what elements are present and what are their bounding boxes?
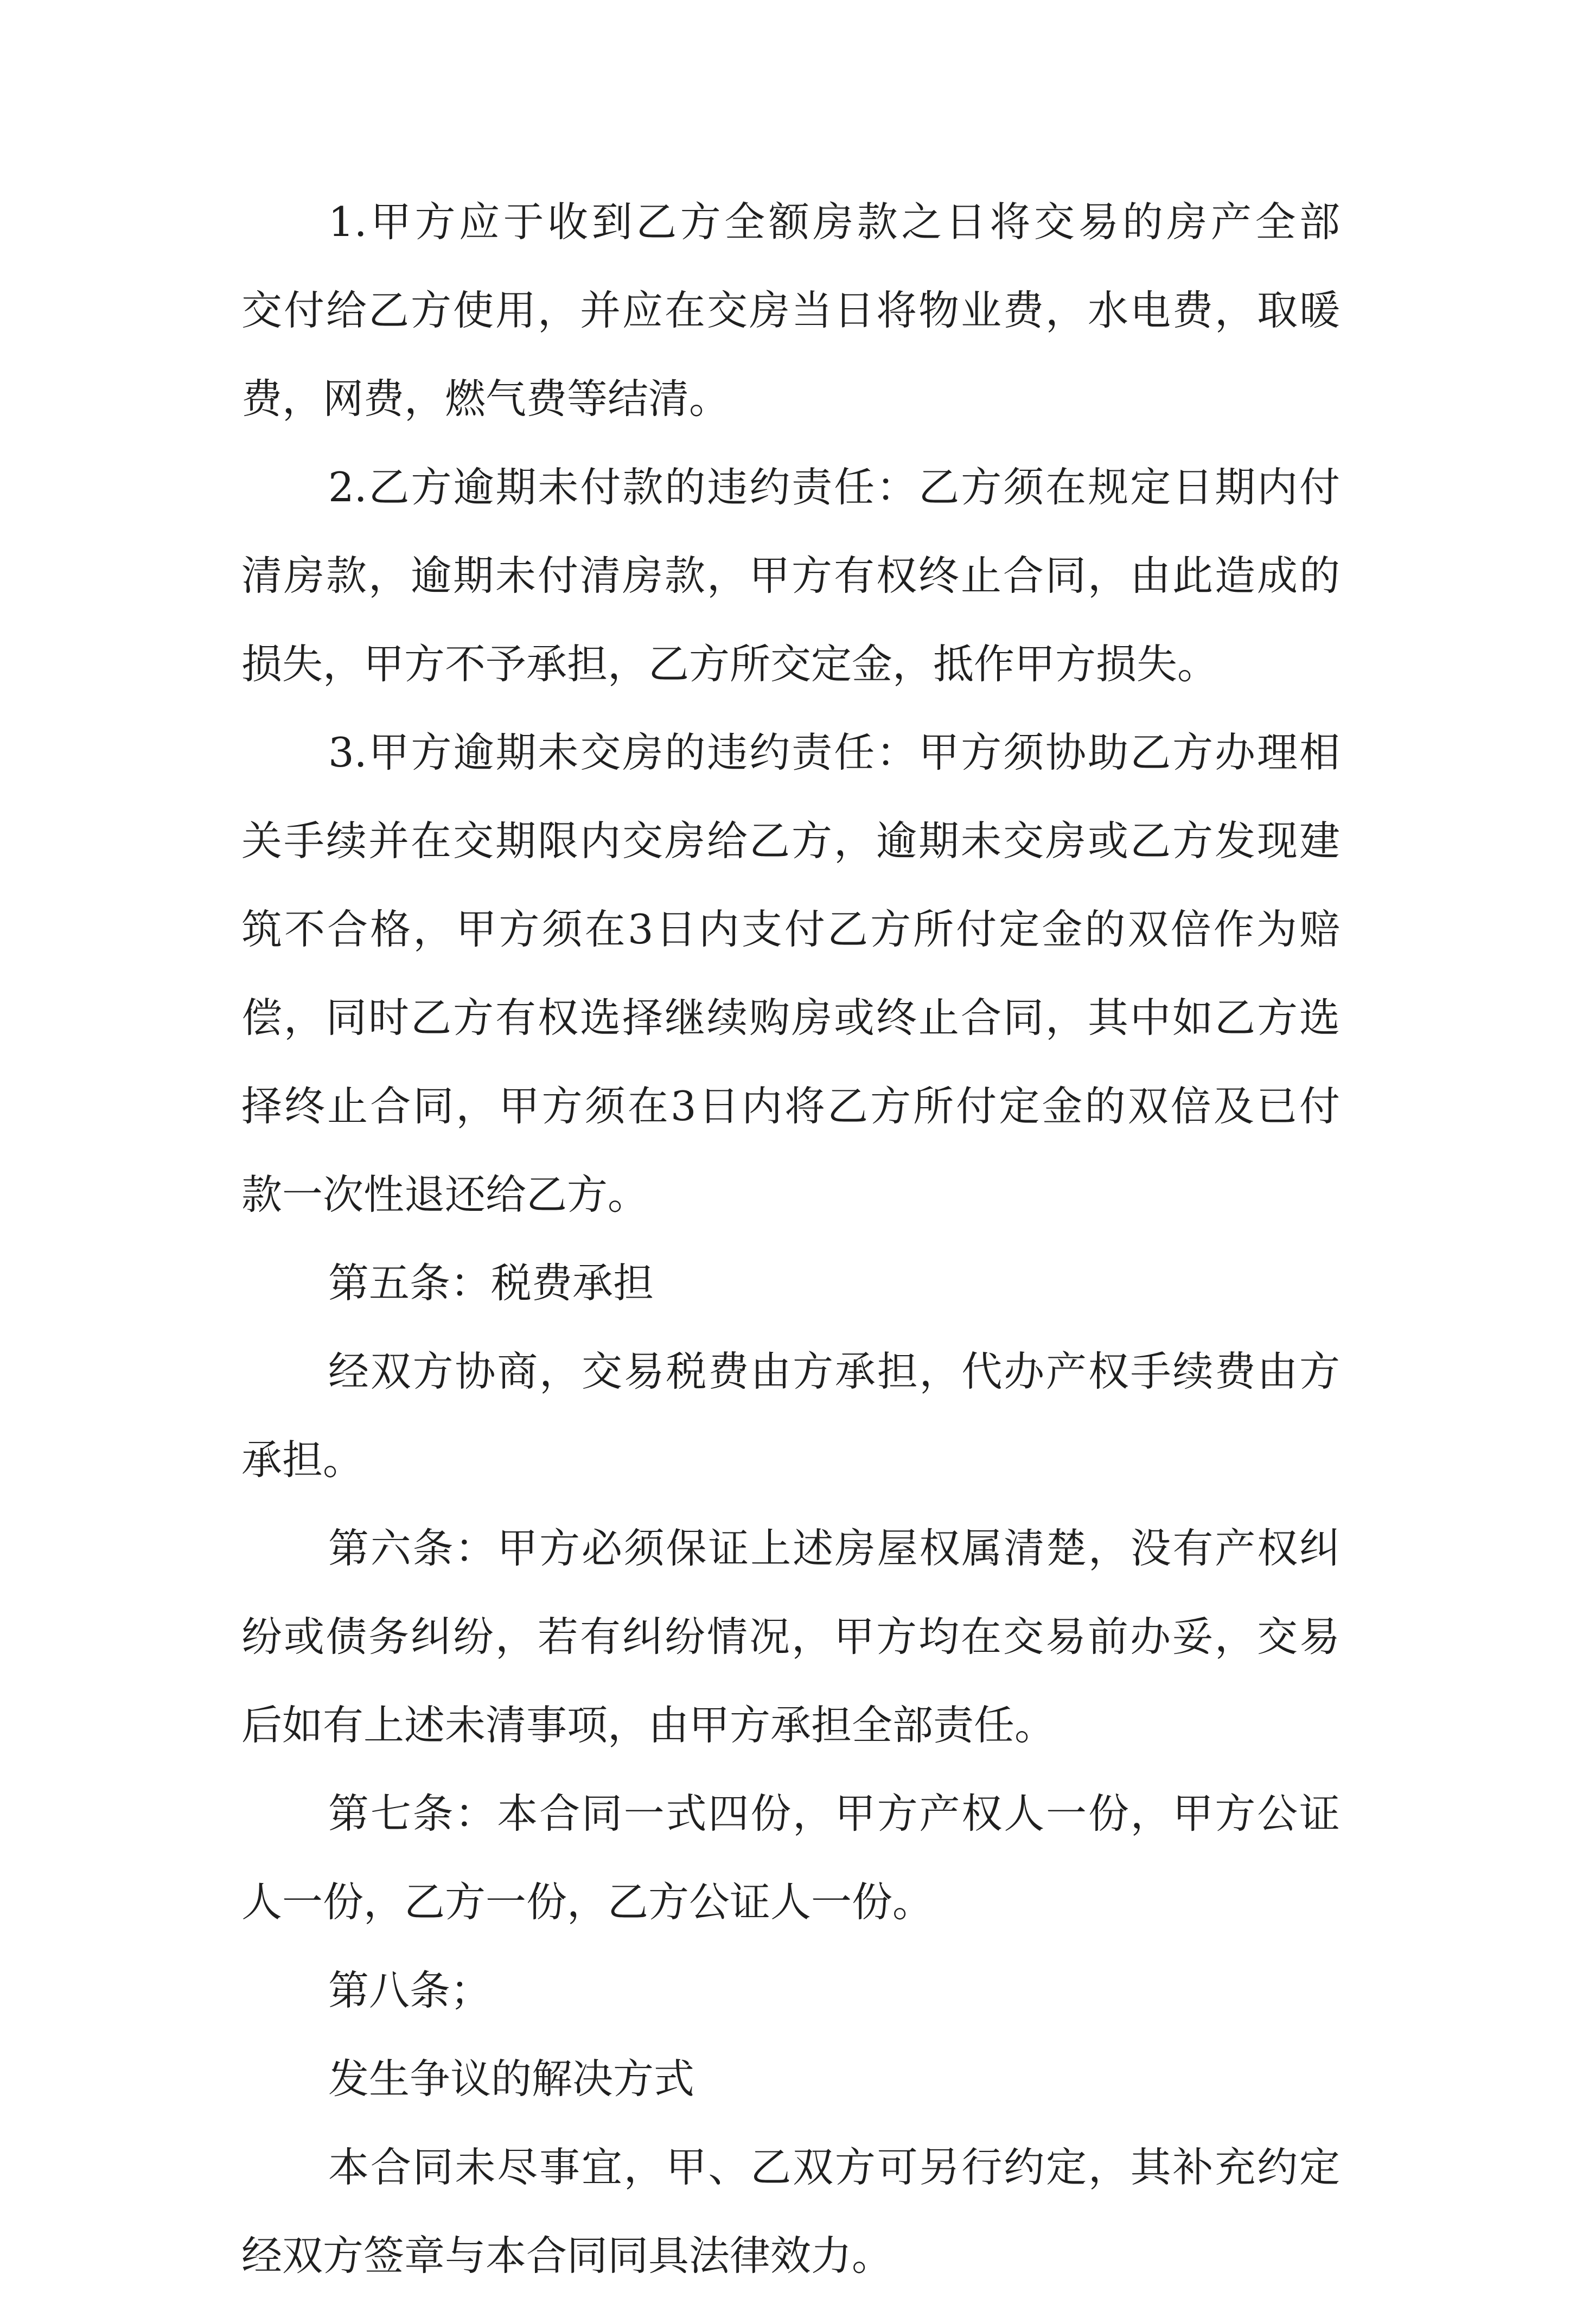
article-7-line-2: 人一份，乙方一份，乙方公证人一份。 bbox=[241, 1878, 934, 1926]
clause-3-line-6: 款一次性退还给乙方。 bbox=[241, 1171, 649, 1218]
article-6-line-1: 第六条：甲方必须保证上述房屋权属清楚，没有产权纠 bbox=[328, 1524, 1340, 1572]
clause-2-line-1: 2.乙方逾期未付款的违约责任：乙方须在规定日期内付 bbox=[328, 463, 1340, 511]
clause-3-line-2: 关手续并在交期限内交房给乙方，逾期未交房或乙方发现建 bbox=[241, 817, 1340, 865]
article-6-line-2: 纷或债务纠纷，若有纠纷情况，甲方均在交易前办妥，交易 bbox=[241, 1613, 1340, 1661]
clause-1-line-1: 1.甲方应于收到乙方全额房款之日将交易的房产全部 bbox=[328, 198, 1340, 246]
article-6-line-3: 后如有上述未清事项，由甲方承担全部责任。 bbox=[241, 1701, 1056, 1749]
document-body bbox=[241, 198, 1340, 2324]
supplementary-line-2: 经双方签章与本合同同具法律效力。 bbox=[241, 2232, 893, 2280]
clause-3-line-5: 择终止合同，甲方须在3日内将乙方所付定金的双倍及已付 bbox=[241, 1082, 1340, 1130]
clause-1-line-2: 交付给乙方使用，并应在交房当日将物业费，水电费，取暖 bbox=[241, 286, 1340, 334]
article-5-line-2: 承担。 bbox=[241, 1436, 364, 1484]
article-7-line-1: 第七条：本合同一式四份，甲方产权人一份，甲方公证 bbox=[328, 1790, 1340, 1837]
clause-2-line-3: 损失，甲方不予承担，乙方所交定金，抵作甲方损失。 bbox=[241, 640, 1218, 688]
clause-2-line-2: 清房款，逾期未付清房款，甲方有权终止合同，由此造成的 bbox=[241, 552, 1340, 599]
supplementary-line-1: 本合同未尽事宜，甲、乙双方可另行约定，其补充约定 bbox=[328, 2143, 1340, 2191]
article-8-heading: 第八条； bbox=[328, 1967, 492, 2014]
dispute-resolution-heading: 发生争议的解决方式 bbox=[328, 2055, 695, 2103]
article-5-line-1: 经双方协商，交易税费由方承担，代办产权手续费由方 bbox=[328, 1348, 1340, 1395]
article-5-heading: 第五条：税费承担 bbox=[328, 1259, 654, 1307]
clause-3-line-3: 筑不合格，甲方须在3日内支付乙方所付定金的双倍作为赔 bbox=[241, 905, 1340, 953]
clause-3-line-4: 偿，同时乙方有权选择继续购房或终止合同，其中如乙方选 bbox=[241, 994, 1340, 1042]
clause-3-line-1: 3.甲方逾期未交房的违约责任：甲方须协助乙方办理相 bbox=[328, 729, 1340, 776]
clause-1-line-3: 费，网费，燃气费等结清。 bbox=[241, 375, 730, 423]
